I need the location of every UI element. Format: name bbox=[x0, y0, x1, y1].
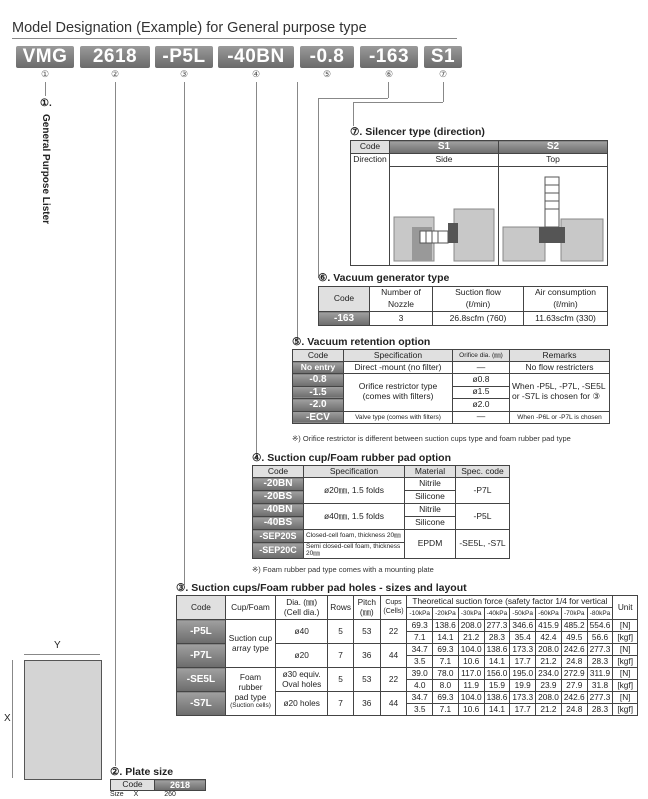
vacgen-h-nozzle-1: Number of bbox=[370, 287, 433, 300]
holes-h-cups-1: Cups bbox=[385, 599, 402, 607]
plate-x-val: 260 bbox=[164, 791, 176, 798]
p7l-unit-n: [N] bbox=[613, 644, 638, 656]
s7l-n-8: 277.3 bbox=[587, 692, 613, 704]
holes-se5l-dia-2: Oval holes bbox=[282, 678, 322, 689]
suc-h-spec-code: Spec. code bbox=[456, 466, 510, 478]
p7l-k-5: 17.7 bbox=[510, 656, 536, 668]
holes-p5l-code: -P5L bbox=[177, 620, 226, 644]
holes-s7l-dia: ø20 holes bbox=[276, 692, 328, 716]
ret-h-code: Code bbox=[293, 350, 344, 362]
p5l-k-4: 28.3 bbox=[484, 632, 510, 644]
p7l-k-3: 10.6 bbox=[458, 656, 484, 668]
ret-r2-rem-2: or -S7L is chosen for ③ bbox=[512, 391, 601, 402]
code-40bn: -40BN bbox=[218, 46, 294, 68]
p7l-n-6: 208.0 bbox=[536, 644, 562, 656]
silencer-table bbox=[350, 140, 608, 266]
diagram-x-dim bbox=[12, 660, 13, 778]
se5l-k-6: 23.9 bbox=[536, 680, 562, 692]
suc-mat-2: Silicone bbox=[405, 491, 456, 504]
ret-r1-dia: — bbox=[453, 362, 510, 374]
plate-diagram bbox=[24, 660, 102, 780]
holes-se5l-code: -SE5L bbox=[177, 668, 226, 692]
num-3: ③ bbox=[179, 69, 189, 79]
num-4: ④ bbox=[251, 69, 261, 79]
p7l-n-3: 104.0 bbox=[458, 644, 484, 656]
holes-foam-label-2: pad type bbox=[234, 691, 267, 702]
code-p5l: -P5L bbox=[155, 46, 213, 68]
leader-6-top bbox=[388, 82, 389, 98]
ret-r5-rem: When -P6L or -P7L is chosen bbox=[510, 411, 610, 424]
s7l-k-5: 17.7 bbox=[510, 704, 536, 716]
se5l-k-1: 4.0 bbox=[407, 680, 433, 692]
suc-mat-1: Nitrile bbox=[405, 478, 456, 491]
suc-c4: -40BS bbox=[253, 517, 304, 530]
holes-h-unit: Unit bbox=[613, 596, 638, 620]
holes-p7l-rows: 7 bbox=[328, 644, 354, 668]
vacgen-h-code: Code bbox=[319, 287, 370, 312]
holes-h-pitch bbox=[353, 596, 380, 620]
vacgen-code: -163 bbox=[319, 312, 370, 326]
p5l-n-2: 138.6 bbox=[433, 620, 459, 632]
silencer-title: ⑦. Silencer type (direction) bbox=[350, 126, 485, 138]
holes-p7l-cups: 44 bbox=[380, 644, 407, 668]
p5l-n-4: 277.3 bbox=[484, 620, 510, 632]
p7l-k-1: 3.5 bbox=[407, 656, 433, 668]
holes-se5l-dia-1: ø30 equiv. bbox=[282, 668, 321, 679]
holes-table bbox=[176, 595, 638, 716]
suc-c6-spec: Semi closed-cell foam, thickness 20㎜ bbox=[304, 543, 405, 559]
ret-r4-dia: ø2.0 bbox=[453, 399, 510, 412]
s7l-n-5: 173.3 bbox=[510, 692, 536, 704]
vacgen-title: ⑥. Vacuum generator type bbox=[318, 272, 450, 284]
s7l-k-4: 14.1 bbox=[484, 704, 510, 716]
leader-6-h bbox=[318, 98, 388, 99]
suc-mat-3: Nitrile bbox=[405, 504, 456, 517]
holes-foam-label bbox=[225, 668, 275, 716]
ret-h-remarks: Remarks bbox=[510, 350, 610, 362]
vacgen-table bbox=[318, 286, 608, 326]
p5l-n-3: 208.0 bbox=[458, 620, 484, 632]
lister-label: General Purpose Lister bbox=[40, 114, 51, 225]
code-163: -163 bbox=[360, 46, 418, 68]
holes-s7l-pitch: 36 bbox=[353, 692, 380, 716]
se5l-n-7: 272.9 bbox=[561, 668, 587, 680]
leader-5 bbox=[297, 82, 298, 340]
num-6: ⑥ bbox=[384, 69, 394, 79]
suc-h-code: Code bbox=[253, 466, 304, 478]
holes-se5l-rows: 5 bbox=[328, 668, 354, 692]
s7l-n-3: 104.0 bbox=[458, 692, 484, 704]
silencer-side-illustration bbox=[392, 167, 496, 263]
p5l-k-3: 21.2 bbox=[458, 632, 484, 644]
se5l-k-5: 19.9 bbox=[510, 680, 536, 692]
se5l-k-2: 8.0 bbox=[433, 680, 459, 692]
num-7: ⑦ bbox=[438, 69, 448, 79]
ret-r1-code: No entry bbox=[293, 362, 344, 374]
holes-se5l-pitch: 53 bbox=[353, 668, 380, 692]
suc-sc-1: -P7L bbox=[456, 478, 510, 504]
plate-title: ②. Plate size bbox=[110, 766, 174, 778]
suc-c2: -20BS bbox=[253, 491, 304, 504]
holes-h-force: Theoretical suction force (safety factor 1/4 for vertical bbox=[407, 596, 613, 608]
s7l-n-1: 34.7 bbox=[407, 692, 433, 704]
p7l-n-1: 34.7 bbox=[407, 644, 433, 656]
suc-spec-40: ø40㎜, 1.5 folds bbox=[304, 504, 405, 530]
vacgen-h-flow-2: (ℓ/min) bbox=[433, 299, 524, 312]
kpa-5: -50kPa bbox=[510, 608, 536, 620]
holes-p5l-cups: 22 bbox=[380, 620, 407, 644]
holes-p7l-dia: ø20 bbox=[276, 644, 328, 668]
leader-4 bbox=[256, 82, 257, 455]
code-s1: S1 bbox=[424, 46, 462, 68]
ret-r5-dia: — bbox=[453, 411, 510, 424]
diagram-y-label: Y bbox=[54, 640, 61, 651]
lister-num: ①. bbox=[40, 98, 52, 109]
ret-r1-rem: No flow restricters bbox=[510, 362, 610, 374]
silencer-head-code: Code bbox=[351, 141, 390, 154]
holes-p7l-code: -P7L bbox=[177, 644, 226, 668]
se5l-n-3: 117.0 bbox=[458, 668, 484, 680]
vacgen-nozzle: 3 bbox=[370, 312, 433, 326]
code-2618: 2618 bbox=[80, 46, 150, 68]
vacgen-flow: 26.8scfm (760) bbox=[433, 312, 524, 326]
holes-se5l-dia bbox=[276, 668, 328, 692]
s7l-unit-k: [kgf] bbox=[613, 704, 638, 716]
p5l-unit-k: [kgf] bbox=[613, 632, 638, 644]
se5l-k-4: 15.9 bbox=[484, 680, 510, 692]
ret-r1-spec: Direct -mount (no filter) bbox=[344, 362, 453, 374]
se5l-k-7: 27.9 bbox=[561, 680, 587, 692]
holes-se5l-cups: 22 bbox=[380, 668, 407, 692]
se5l-n-1: 39.0 bbox=[407, 668, 433, 680]
retention-note: ※) Orifice restrictor is different between suction cups type and foam rubber pad type bbox=[292, 434, 571, 443]
kpa-4: -40kPa bbox=[484, 608, 510, 620]
num-1: ① bbox=[40, 69, 50, 79]
suc-c3: -40BN bbox=[253, 504, 304, 517]
ret-r2-spec-2: (comes with filters) bbox=[362, 391, 434, 402]
ret-r2-spec-1: Orifice restrictor type bbox=[358, 381, 438, 392]
p7l-n-5: 173.3 bbox=[510, 644, 536, 656]
p7l-k-8: 28.3 bbox=[587, 656, 613, 668]
p5l-n-1: 69.3 bbox=[407, 620, 433, 632]
ret-h-orifice: Orifice dia. (㎜) bbox=[453, 350, 510, 362]
se5l-n-4: 156.0 bbox=[484, 668, 510, 680]
holes-p5l-pitch: 53 bbox=[353, 620, 380, 644]
num-5: ⑤ bbox=[322, 69, 332, 79]
silencer-s1-dir: Side bbox=[390, 154, 499, 167]
s7l-k-6: 21.2 bbox=[536, 704, 562, 716]
plate-h-code: Code bbox=[111, 780, 155, 791]
silencer-head-dir: Direction bbox=[351, 154, 390, 167]
code-vmg: VMG bbox=[16, 46, 74, 68]
p7l-n-4: 138.6 bbox=[484, 644, 510, 656]
leader-7-h bbox=[353, 102, 443, 103]
kpa-2: -20kPa bbox=[433, 608, 459, 620]
holes-h-pitch-1: Pitch bbox=[357, 596, 377, 607]
suc-h-mat: Material bbox=[405, 466, 456, 478]
code-0-8: -0.8 bbox=[300, 46, 354, 68]
s7l-k-8: 28.3 bbox=[587, 704, 613, 716]
p7l-n-2: 69.3 bbox=[433, 644, 459, 656]
p5l-n-6: 415.9 bbox=[536, 620, 562, 632]
diagram-y-dim bbox=[24, 654, 100, 655]
p7l-k-4: 14.1 bbox=[484, 656, 510, 668]
leader-7-top bbox=[443, 82, 444, 102]
p5l-k-6: 42.4 bbox=[536, 632, 562, 644]
p5l-n-5: 346.6 bbox=[510, 620, 536, 632]
holes-foam-label-1: Foam rubber bbox=[238, 672, 263, 692]
holes-cup-label bbox=[225, 620, 275, 668]
retention-title: ⑤. Vacuum retention option bbox=[292, 336, 431, 348]
num-2: ② bbox=[110, 69, 120, 79]
p5l-k-5: 35.4 bbox=[510, 632, 536, 644]
ret-r2-rem-1: When -P5L, -P7L, -SE5L bbox=[512, 381, 606, 392]
s7l-k-7: 24.8 bbox=[561, 704, 587, 716]
silencer-blank bbox=[351, 166, 390, 266]
p5l-k-1: 7.1 bbox=[407, 632, 433, 644]
s7l-n-2: 69.3 bbox=[433, 692, 459, 704]
holes-s7l-code: -S7L bbox=[177, 692, 226, 716]
holes-s7l-cups: 44 bbox=[380, 692, 407, 716]
silencer-s2-dir: Top bbox=[499, 154, 608, 167]
ret-r4-code: -2.0 bbox=[293, 399, 344, 412]
ret-r2-rem bbox=[510, 374, 610, 412]
silencer-s1: S1 bbox=[390, 141, 499, 154]
p5l-n-7: 485.2 bbox=[561, 620, 587, 632]
silencer-s2-figure bbox=[499, 166, 608, 266]
p7l-n-7: 242.6 bbox=[561, 644, 587, 656]
diagram-x-label: X bbox=[4, 713, 11, 724]
vacgen-h-air-1: Air consumption bbox=[524, 287, 608, 300]
plate-code: 2618 bbox=[155, 780, 206, 791]
ret-r5-code: -ECV bbox=[293, 411, 344, 424]
suc-spec-20: ø20㎜, 1.5 folds bbox=[304, 478, 405, 504]
kpa-6: -60kPa bbox=[536, 608, 562, 620]
holes-h-dia bbox=[276, 596, 328, 620]
holes-cup-label-1: Suction cup bbox=[228, 632, 273, 643]
holes-h-cups-2: (Cells) bbox=[383, 607, 404, 615]
vacgen-air: 11.63scfm (330) bbox=[524, 312, 608, 326]
holes-h-cups bbox=[380, 596, 407, 620]
vacgen-h-nozzle-2: Nozzle bbox=[370, 299, 433, 312]
holes-cup-label-2: array type bbox=[232, 642, 269, 653]
leader-3 bbox=[184, 82, 185, 585]
se5l-n-2: 78.0 bbox=[433, 668, 459, 680]
suc-sc-se: -SE5L, -S7L bbox=[456, 530, 510, 559]
suc-c1: -20BN bbox=[253, 478, 304, 491]
holes-h-rows: Rows bbox=[328, 596, 354, 620]
page-title: Model Designation (Example) for General purpose type bbox=[12, 20, 367, 36]
plate-x: X bbox=[133, 791, 139, 798]
s7l-n-7: 242.6 bbox=[561, 692, 587, 704]
silencer-s2: S2 bbox=[499, 141, 608, 154]
vacgen-h-air-2: (ℓ/min) bbox=[524, 299, 608, 312]
holes-foam-label-3: (Suction cells) bbox=[230, 702, 271, 710]
se5l-k-3: 11.9 bbox=[458, 680, 484, 692]
suc-mat-epdm: EPDM bbox=[405, 530, 456, 559]
s7l-k-3: 10.6 bbox=[458, 704, 484, 716]
p7l-unit-k: [kgf] bbox=[613, 656, 638, 668]
leader-6 bbox=[318, 98, 319, 278]
p7l-k-7: 24.8 bbox=[561, 656, 587, 668]
suc-c5-spec: Closed-cell foam, thickness 20㎜ bbox=[304, 530, 405, 543]
holes-h-dia-1: Dia. (㎜) bbox=[286, 596, 318, 607]
kpa-8: -80kPa bbox=[587, 608, 613, 620]
s7l-n-6: 208.0 bbox=[536, 692, 562, 704]
suc-sc-2: -P5L bbox=[456, 504, 510, 530]
holes-h-dia-2: (Cell dia.) bbox=[283, 606, 320, 617]
se5l-k-8: 31.8 bbox=[587, 680, 613, 692]
plate-size-1: Size bbox=[110, 791, 124, 798]
retention-table bbox=[292, 349, 610, 424]
silencer-s1-figure bbox=[390, 166, 499, 266]
suc-h-spec: Specification bbox=[304, 466, 405, 478]
s7l-k-2: 7.1 bbox=[433, 704, 459, 716]
title-rule bbox=[12, 38, 457, 39]
ret-r5-spec: Valve type (comes with filters) bbox=[344, 411, 453, 424]
se5l-n-8: 311.9 bbox=[587, 668, 613, 680]
kpa-1: -10kPa bbox=[407, 608, 433, 620]
p7l-k-6: 21.2 bbox=[536, 656, 562, 668]
holes-h-cup: Cup/Foam bbox=[225, 596, 275, 620]
holes-title: ③. Suction cups/Foam rubber pad holes - sizes and layout bbox=[176, 582, 467, 594]
holes-h-pitch-2: (㎜) bbox=[359, 606, 374, 617]
ret-r2-spec bbox=[344, 374, 453, 412]
ret-h-spec: Specification bbox=[344, 350, 453, 362]
suc-c5: -SEP20S bbox=[253, 530, 304, 543]
suc-mat-4: Silicone bbox=[405, 517, 456, 530]
ret-r2-code: -0.8 bbox=[293, 374, 344, 387]
suction-table bbox=[252, 465, 510, 559]
se5l-n-6: 234.0 bbox=[536, 668, 562, 680]
suction-note: ※) Foam rubber pad type comes with a mounting plate bbox=[252, 565, 434, 574]
kpa-7: -70kPa bbox=[561, 608, 587, 620]
holes-s7l-rows: 7 bbox=[328, 692, 354, 716]
silencer-top-illustration bbox=[501, 167, 605, 263]
holes-p5l-rows: 5 bbox=[328, 620, 354, 644]
vacgen-h-flow-1: Suction flow bbox=[433, 287, 524, 300]
p7l-n-8: 277.3 bbox=[587, 644, 613, 656]
holes-p7l-pitch: 36 bbox=[353, 644, 380, 668]
p5l-n-8: 554.6 bbox=[587, 620, 613, 632]
p5l-unit-n: [N] bbox=[613, 620, 638, 632]
se5l-unit-n: [N] bbox=[613, 668, 638, 680]
s7l-k-1: 3.5 bbox=[407, 704, 433, 716]
se5l-unit-k: [kgf] bbox=[613, 680, 638, 692]
p5l-k-8: 56.6 bbox=[587, 632, 613, 644]
p5l-k-7: 49.5 bbox=[561, 632, 587, 644]
ret-r3-dia: ø1.5 bbox=[453, 386, 510, 399]
leader-7 bbox=[353, 102, 354, 126]
p5l-k-2: 14.1 bbox=[433, 632, 459, 644]
leader-1 bbox=[45, 82, 46, 96]
holes-p5l-dia: ø40 bbox=[276, 620, 328, 644]
suction-title: ④. Suction cup/Foam rubber pad option bbox=[252, 452, 451, 464]
se5l-n-5: 195.0 bbox=[510, 668, 536, 680]
leader-2 bbox=[115, 82, 116, 766]
holes-h-code: Code bbox=[177, 596, 226, 620]
s7l-n-4: 138.6 bbox=[484, 692, 510, 704]
ret-r3-code: -1.5 bbox=[293, 386, 344, 399]
s7l-unit-n: [N] bbox=[613, 692, 638, 704]
plate-size-row bbox=[110, 791, 206, 799]
plate-table bbox=[110, 779, 206, 791]
suc-c6: -SEP20C bbox=[253, 543, 304, 559]
kpa-3: -30kPa bbox=[458, 608, 484, 620]
p7l-k-2: 7.1 bbox=[433, 656, 459, 668]
ret-r2-dia: ø0.8 bbox=[453, 374, 510, 387]
